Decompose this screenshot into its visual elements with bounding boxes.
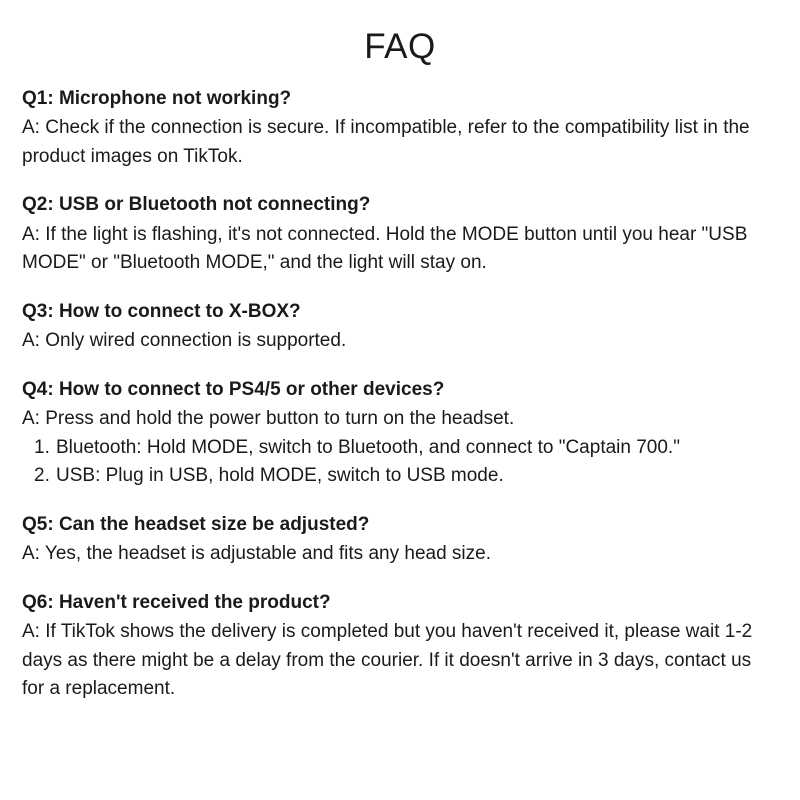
faq-item: [22, 298, 778, 356]
list-item-label: Bluetooth: Hold MODE, switch to Bluetooth, and connect to "Captain 700.": [56, 436, 680, 458]
faq-answer: A: Check if the connection is secure. If incompatible, refer to the compatibility list in the product images on TikTok.: [22, 117, 750, 167]
faq-item: [22, 589, 778, 704]
list-item-number: 1.: [34, 436, 50, 458]
faq-answer: A: If TikTok shows the delivery is completed but you haven't received it, please wait 1-2 days as there might be a delay from the courier. If it doesn't arrive in 3 days, contact us for a replacement.: [22, 621, 753, 700]
faq-answer: A: If the light is flashing, it's not connected. Hold the MODE button until you hear "USB MODE" or "Bluetooth MODE," and the light will stay on.: [22, 223, 748, 274]
faq-question: Q5: Can the headset size be adjusted?: [22, 513, 370, 535]
faq-answer: A: Yes, the headset is adjustable and fits any head size.: [22, 543, 491, 565]
faq-question: Q6: Haven't received the product?: [22, 591, 331, 613]
list-item: [22, 434, 778, 463]
list-item-number: 2.: [34, 465, 50, 487]
list-item-label: USB: Plug in USB, hold MODE, switch to USB mode.: [56, 465, 504, 487]
page-title: FAQ: [364, 27, 436, 66]
faq-question: Q1: Microphone not working?: [22, 87, 292, 109]
faq-answer-steps: [22, 434, 778, 491]
faq-question: Q2: USB or Bluetooth not connecting?: [22, 194, 371, 216]
faq-item: [22, 511, 778, 569]
faq-question: Q3: How to connect to X-BOX?: [22, 300, 301, 322]
faq-item: [22, 85, 778, 172]
faq-question: Q4: How to connect to PS4/5 or other devices?: [22, 378, 445, 400]
faq-answer: A: Press and hold the power button to turn on the headset.: [22, 408, 515, 430]
faq-item: [22, 191, 778, 278]
faq-answer: A: Only wired connection is supported.: [22, 330, 347, 352]
list-item: [22, 462, 778, 491]
faq-item: [22, 376, 778, 491]
